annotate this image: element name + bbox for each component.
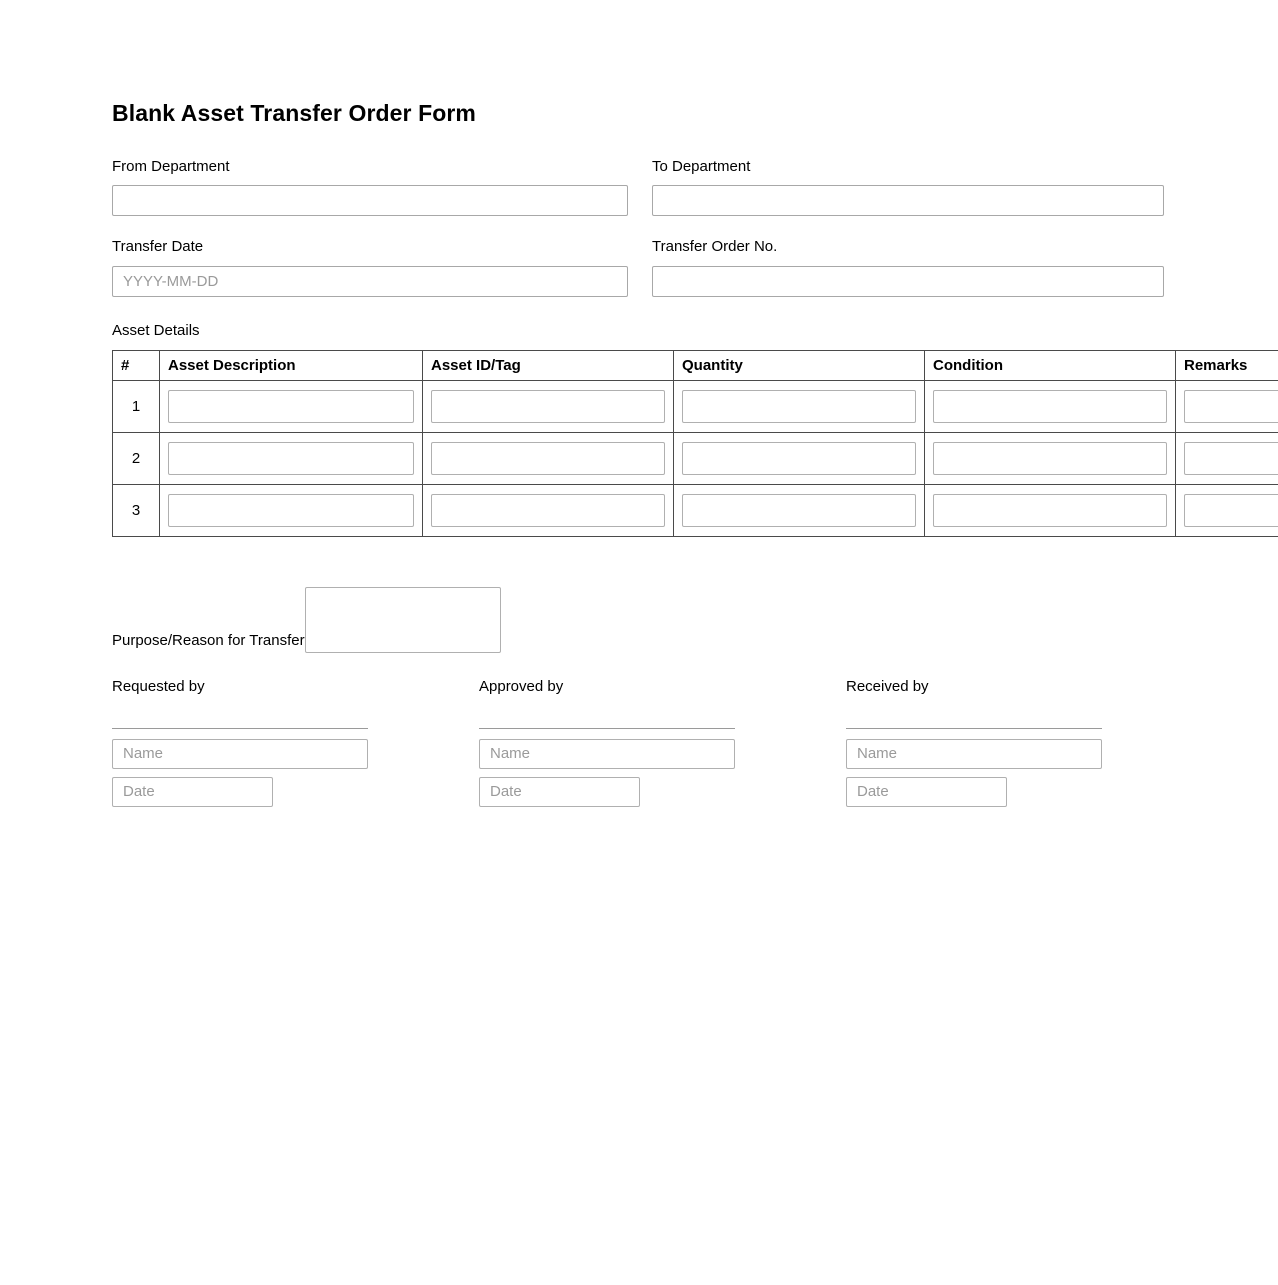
remarks-input-3[interactable] xyxy=(1184,494,1278,527)
requested-by-signature-line xyxy=(112,728,368,729)
signature-block-received-by xyxy=(846,678,1102,807)
cell-asset-id xyxy=(423,484,674,536)
quantity-input-3[interactable] xyxy=(682,494,916,527)
column-header-asset-id: Asset ID/Tag xyxy=(423,350,674,380)
received-by-title: Received by xyxy=(846,677,929,695)
to-department-label: To Department xyxy=(652,157,751,175)
asset-table-body xyxy=(113,380,1278,536)
signature-block-requested-by xyxy=(112,678,368,807)
asset-table-header-row xyxy=(113,350,1278,380)
signature-block-approved-by xyxy=(479,678,735,807)
cell-remarks xyxy=(1176,380,1278,432)
cell-description xyxy=(160,484,423,536)
cell-remarks xyxy=(1176,432,1278,484)
transfer-order-no-label: Transfer Order No. xyxy=(652,238,778,256)
cell-quantity xyxy=(674,484,925,536)
received-by-name-input[interactable] xyxy=(846,739,1102,769)
purpose-label: Purpose/Reason for Transfer xyxy=(112,632,305,650)
purpose-row xyxy=(112,573,1278,653)
from-department-input[interactable] xyxy=(112,185,628,216)
quantity-input-2[interactable] xyxy=(682,442,916,475)
cell-asset-id xyxy=(423,380,674,432)
field-to-department xyxy=(652,158,1164,217)
table-row xyxy=(113,484,1278,536)
transfer-date-label: Transfer Date xyxy=(112,238,204,256)
field-transfer-order-no xyxy=(652,238,1164,297)
asset-description-input-2[interactable] xyxy=(168,442,414,475)
condition-input-2[interactable] xyxy=(933,442,1167,475)
requested-by-date-input[interactable] xyxy=(112,777,273,807)
cell-asset-id xyxy=(423,432,674,484)
cell-condition xyxy=(925,380,1176,432)
asset-id-input-3[interactable] xyxy=(431,494,665,527)
received-by-signature-line xyxy=(846,728,1102,729)
header-fields-grid xyxy=(112,158,1164,320)
signature-section xyxy=(112,678,1278,807)
asset-details-table xyxy=(112,350,1278,537)
cell-condition xyxy=(925,484,1176,536)
transfer-order-no-input[interactable] xyxy=(652,266,1164,297)
approved-by-date-input[interactable] xyxy=(479,777,640,807)
cell-description xyxy=(160,432,423,484)
row-number: 3 xyxy=(113,484,160,536)
cell-remarks xyxy=(1176,484,1278,536)
column-header-number: # xyxy=(113,350,160,380)
field-from-department xyxy=(112,158,628,217)
asset-id-input-2[interactable] xyxy=(431,442,665,475)
row-number: 2 xyxy=(113,432,160,484)
cell-quantity xyxy=(674,380,925,432)
cell-quantity xyxy=(674,432,925,484)
column-header-condition: Condition xyxy=(925,350,1176,380)
to-department-input[interactable] xyxy=(652,185,1164,216)
asset-table-wrapper xyxy=(112,350,1278,537)
received-by-date-input[interactable] xyxy=(846,777,1007,807)
table-row xyxy=(113,380,1278,432)
column-header-quantity: Quantity xyxy=(674,350,925,380)
purpose-textarea[interactable] xyxy=(305,587,501,653)
approved-by-signature-line xyxy=(479,728,735,729)
page-title: Blank Asset Transfer Order Form xyxy=(112,100,476,126)
row-number: 1 xyxy=(113,380,160,432)
from-department-label: From Department xyxy=(112,157,230,175)
cell-condition xyxy=(925,432,1176,484)
transfer-date-input[interactable] xyxy=(112,266,628,297)
condition-input-3[interactable] xyxy=(933,494,1167,527)
asset-description-input-3[interactable] xyxy=(168,494,414,527)
asset-details-label: Asset Details xyxy=(112,322,200,340)
asset-table-head xyxy=(113,350,1278,380)
asset-id-input-1[interactable] xyxy=(431,390,665,423)
field-transfer-date xyxy=(112,238,628,297)
asset-description-input-1[interactable] xyxy=(168,390,414,423)
remarks-input-2[interactable] xyxy=(1184,442,1278,475)
table-row xyxy=(113,432,1278,484)
cell-description xyxy=(160,380,423,432)
requested-by-name-input[interactable] xyxy=(112,739,368,769)
column-header-remarks: Remarks xyxy=(1176,350,1278,380)
approved-by-name-input[interactable] xyxy=(479,739,735,769)
remarks-input-1[interactable] xyxy=(1184,390,1278,423)
condition-input-1[interactable] xyxy=(933,390,1167,423)
approved-by-title: Approved by xyxy=(479,677,564,695)
requested-by-title: Requested by xyxy=(112,677,205,695)
quantity-input-1[interactable] xyxy=(682,390,916,423)
column-header-description: Asset Description xyxy=(160,350,423,380)
